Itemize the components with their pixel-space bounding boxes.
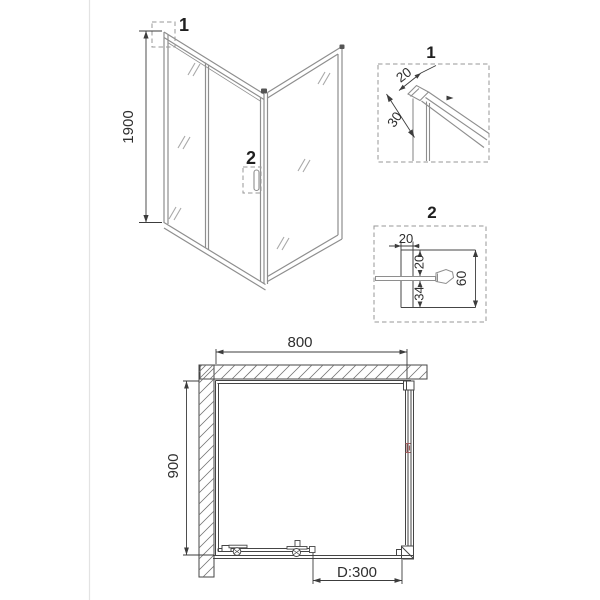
iso-callout-1-label: 1 [178,15,190,35]
detail-2-title: 2 [427,203,437,222]
detail-1-title: 1 [426,43,436,62]
detail-2-dim-34: 34 [411,286,427,301]
svg-text:30: 30 [384,109,406,130]
svg-text:20: 20 [393,64,415,86]
svg-text:D:300: D:300 [336,564,378,581]
iso-callout-2-label: 2 [245,148,257,168]
svg-text:900: 900 [165,453,182,479]
door-handle [254,170,259,191]
iso-height-dim-text: 1900 [120,110,137,144]
svg-text:60: 60 [453,270,469,287]
detail-2-dim-20: 20 [411,254,427,270]
svg-text:20: 20 [398,231,414,246]
svg-text:800: 800 [287,334,313,351]
